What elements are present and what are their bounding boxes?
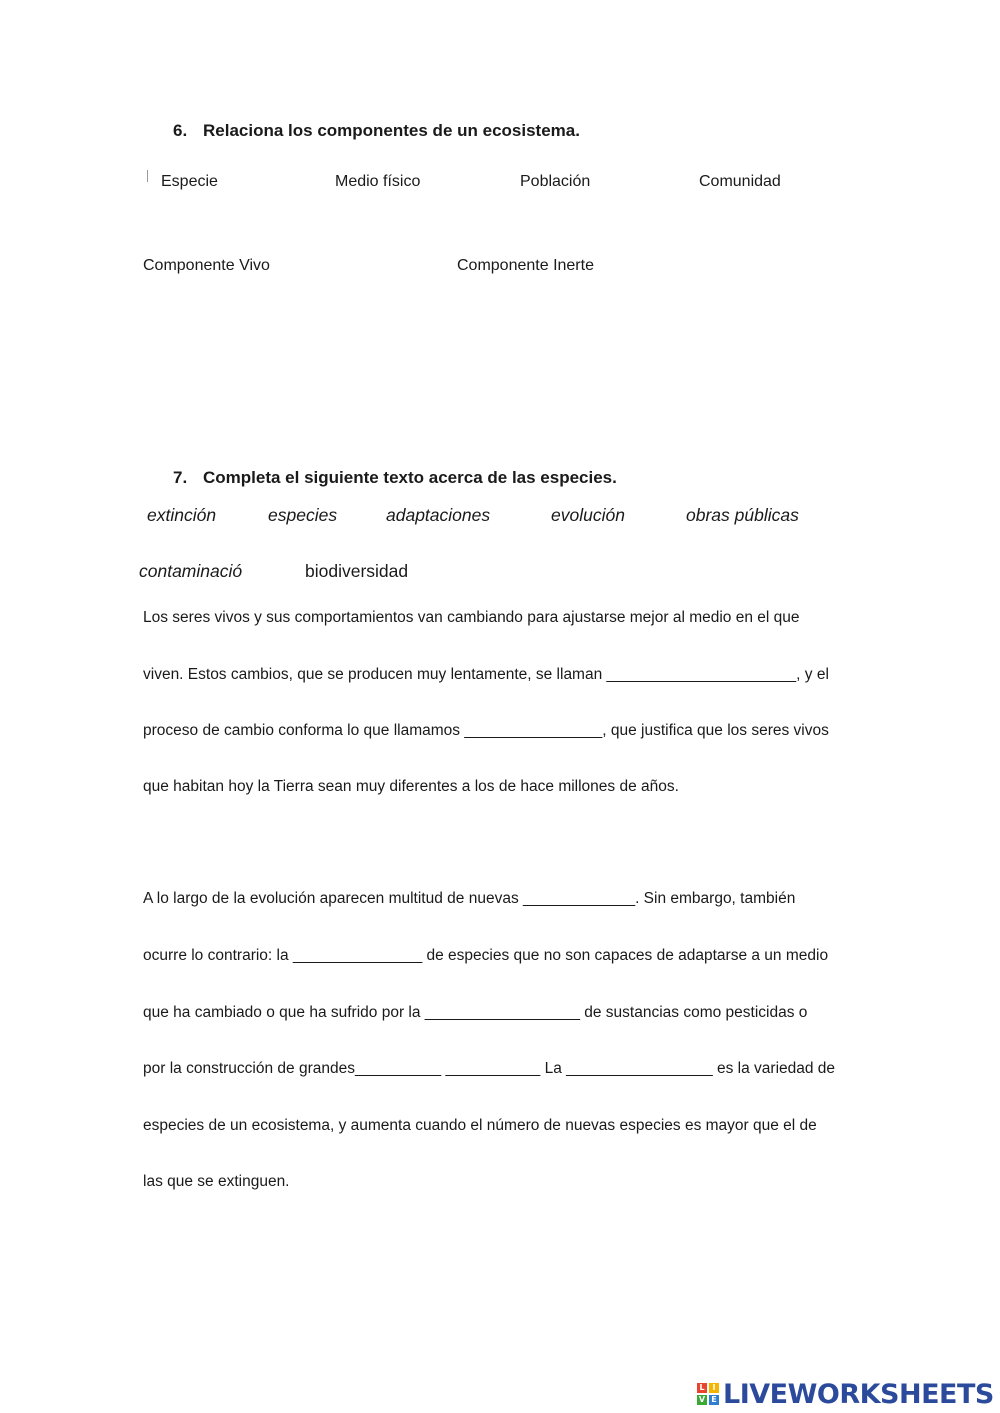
paragraph-2-line-4: por la construcción de grandes__________ ___________ La _________________ es la variedad de	[143, 1060, 836, 1077]
section-7-title: Completa el siguiente texto acerca de las especies.	[203, 468, 617, 487]
section-7-number: 7.	[173, 468, 188, 487]
category-componente-vivo: Componente Vivo	[143, 257, 270, 274]
category-componente-inerte: Componente Inerte	[457, 257, 594, 274]
paragraph-1-line-4: que habitan hoy la Tierra sean muy diferentes a los de hace millones de años.	[143, 778, 679, 795]
text-cursor-mark	[147, 170, 148, 182]
word-bank-biodiversidad[interactable]: biodiversidad	[305, 561, 409, 581]
liveworksheets-logo	[697, 1376, 994, 1412]
paragraph-1-line-1: Los seres vivos y sus comportamientos van cambiando para ajustarse mejor al medio en el que	[143, 609, 800, 626]
logo-letter-e: E	[709, 1395, 719, 1405]
logo-letter-v: V	[698, 1395, 706, 1404]
word-bank-contaminacion[interactable]: contaminació	[139, 561, 243, 581]
section-6-title: Relaciona los componentes de un ecosistema.	[203, 121, 580, 140]
paragraph-2-line-6: las que se extinguen.	[143, 1173, 290, 1190]
word-bank-adaptaciones[interactable]: adaptaciones	[386, 505, 491, 525]
paragraph-2-line-5: especies de un ecosistema, y aumenta cuando el número de nuevas especies es mayor que el de	[143, 1117, 817, 1134]
word-bank-obras-publicas[interactable]: obras públicas	[686, 505, 799, 525]
section-6-heading	[173, 121, 580, 141]
paragraph-1-line-2: viven. Estos cambios, que se producen muy lentamente, se llaman ______________________, y el	[143, 666, 829, 683]
paragraph-2-line-3: que ha cambiado o que ha sufrido por la __________________ de sustancias como pesticidas o	[143, 1004, 808, 1021]
draggable-item-medio-fisico[interactable]: Medio físico	[335, 173, 421, 190]
section-6-number: 6.	[173, 121, 188, 140]
paragraph-2-line-1: A lo largo de la evolución aparecen multitud de nuevas _____________. Sin embargo, también	[143, 890, 796, 907]
paragraph-1-line-3: proceso de cambio conforma lo que llamamos ________________, que justifica que los seres vivos	[143, 722, 829, 739]
logo-mark-icon	[697, 1383, 719, 1405]
section-7-heading	[173, 468, 617, 488]
draggable-item-comunidad[interactable]: Comunidad	[699, 173, 781, 190]
draggable-item-especie[interactable]: Especie	[161, 173, 218, 190]
paragraph-2-line-2: ocurre lo contrario: la _______________ de especies que no son capaces de adaptarse a un medio	[143, 947, 829, 964]
logo-text: LIVEWORKSHEETS	[723, 1378, 994, 1410]
draggable-item-poblacion[interactable]: Población	[520, 173, 591, 190]
logo-letter-l: L	[697, 1383, 707, 1393]
word-bank-evolucion[interactable]: evolución	[551, 505, 625, 525]
word-bank-extincion[interactable]: extinción	[147, 505, 217, 525]
logo-letter-i: I	[709, 1383, 719, 1393]
word-bank-especies[interactable]: especies	[268, 505, 338, 525]
